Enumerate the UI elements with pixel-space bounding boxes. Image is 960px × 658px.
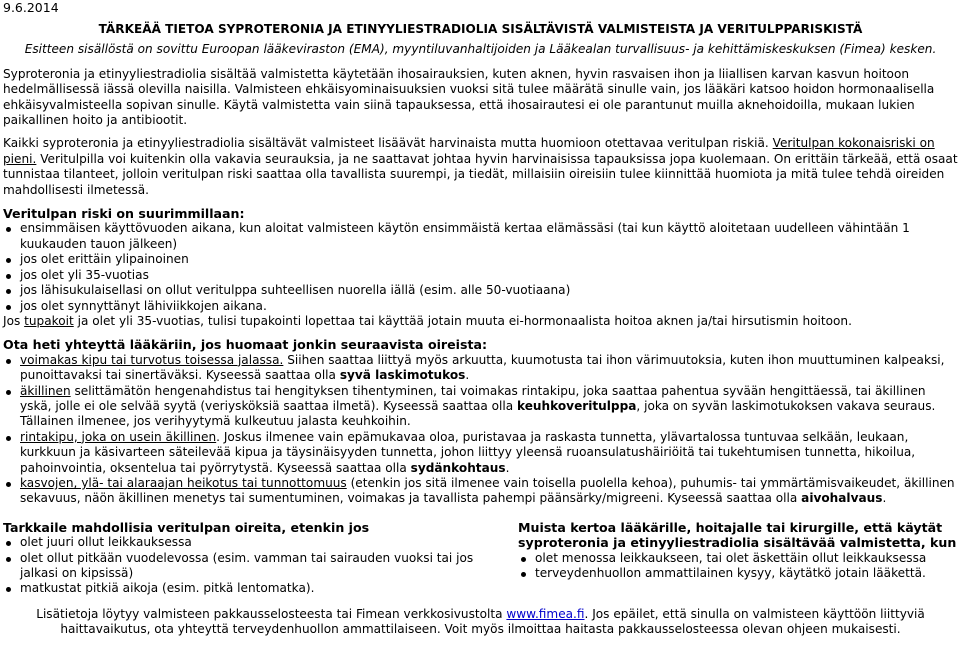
symptom-lead[interactable]: rintakipu, joka on usein äkillinen xyxy=(20,429,217,444)
watch-item: olet ollut pitkään vuodelevossa (esim. vamman tai sairauden vuoksi tai jos jalkasi on kipsissä) xyxy=(3,551,493,582)
smoking-note xyxy=(3,314,958,329)
risk-text-a: Kaikki syproteronia ja etinyyliestradiolia sisältävät valmisteet lisäävät harvinaista mutta huomioon otettavaa veritulpan riskiä. xyxy=(3,136,769,151)
symptom-lead[interactable]: voimakas kipu tai turvotus toisessa jalassa. xyxy=(20,352,284,367)
total-risk-link[interactable]: Veritulpan kokonaisriski on pieni. xyxy=(3,136,935,166)
two-column-section xyxy=(3,520,958,597)
risk-list xyxy=(3,221,958,313)
watch-item: olet juuri ollut leikkauksessa xyxy=(3,535,493,550)
tell-doctor-item: terveydenhuollon ammattilainen kysyy, käytätkö jotain lääkettä. xyxy=(518,566,958,581)
symptom-item xyxy=(3,353,958,384)
symptoms-list xyxy=(3,353,958,507)
smoking-pre: Jos xyxy=(3,313,21,328)
footer-pre: Lisätietoja löytyy valmisteen pakkausselosteesta tai Fimean verkkosivustolta xyxy=(36,606,503,621)
document-title: TÄRKEÄÄ TIETOA SYPROTERONIA JA ETINYYLIESTRADIOLIA SISÄLTÄVISTÄ VALMISTEISTA JA VERITULPPARISKISTÄ xyxy=(98,22,863,36)
watch-symptoms-box xyxy=(3,520,493,597)
symptom-end: . xyxy=(882,491,887,506)
paragraph-usage xyxy=(3,67,958,129)
symptom-item xyxy=(3,384,958,430)
usage-text-a: Syproteronia ja etinyyliestradiolia sisältää valmistetta käytetään ihosairauksien, kuten aknen, hyvin rasvaisen ihon ja liiallisen karvan kasvun hoitoon hedelmällisessä iässä olevilla naisilla. xyxy=(3,66,910,97)
tell-doctor-list xyxy=(518,551,958,582)
risk-text-c: On erittäin tärkeää, että osaat tunnistaa tilanteet, jolloin veritulpan riski saattaa olla tavallista suurempi, ja tiedät, millaisiin oireisiin tulee kiinnittää huomiota ja mitä tulee tehdä oireiden mahdollisesti ilmetessä. xyxy=(3,151,958,197)
leaflet xyxy=(3,22,958,638)
risk-item: ensimmäisen käyttövuoden aikana, kun aloitat valmisteen käytön ensimmäistä kertaa elämässäsi (tai kun käyttö aloitetaan uudelleen vähintään 1 kuukauden tauon jälkeen) xyxy=(3,221,958,252)
symptom-lead[interactable]: äkillinen xyxy=(20,383,71,398)
symptom-item xyxy=(3,430,958,476)
risk-item: jos olet erittäin ylipainoinen xyxy=(3,252,958,267)
symptom-diagnosis: sydänkohtaus xyxy=(410,460,506,475)
symptom-diagnosis: aivohalvaus xyxy=(801,491,883,506)
tell-doctor-box xyxy=(518,520,958,597)
symptom-diagnosis: keuhkoveritulppa xyxy=(517,398,637,413)
tell-doctor-item: olet menossa leikkaukseen, tai olet äskettäin ollut leikkauksessa xyxy=(518,551,958,566)
watch-list xyxy=(3,535,493,597)
usage-text-c: Käytä valmistetta vain siinä tapauksessa, että ihosairautesi ei ole parantunut muilla aknehoidoilla, mukaan lukien paikallinen hoito ja antibiootit. xyxy=(3,97,915,128)
symptom-item xyxy=(3,476,958,507)
footer-info xyxy=(3,607,958,638)
smoking-post: ja olet yli 35-vuotias, tulisi tupakointi lopettaa tai käyttää jotain muuta ei-hormonaalista hoitoa aknen ja/tai hirsutismin hoitoon. xyxy=(77,313,852,328)
symptom-lead[interactable]: kasvojen, ylä- tai alaraajan heikotus tai tunnottomuus xyxy=(20,475,347,490)
footer-post: . Jos epäilet, että sinulla on valmisteen käyttöön liittyviä haittavaikutus, ota yhteyttä terveydenhuollon ammattilaiseen. Voit myös ilmoittaa haitasta pakkausselosteessa olevan ohjeen mukaisesti. xyxy=(60,606,925,637)
watch-heading: Tarkkaile mahdollisia veritulpan oireita, etenkin jos xyxy=(3,519,370,535)
risk-item: jos olet yli 35-vuotias xyxy=(3,268,958,283)
paragraph-risk-overview xyxy=(3,136,958,198)
symptom-diagnosis: syvä laskimotukos xyxy=(339,368,466,383)
symptoms-heading: Ota heti yhteyttä lääkäriin, jos huomaat jonkin seuraavista oireista: xyxy=(3,337,488,353)
usage-text-b: Valmisteen ehkäisyominaisuuksien vuoksi sitä tulee määrätä sinulle vain, jos lääkäri katsoo hoidon hormonaalisella ehkäisyvalmisteella sopivan sinulle. xyxy=(3,82,935,112)
tell-doctor-heading: Muista kertoa lääkärille, hoitajalle tai kirurgille, että käytät syproteronia ja etinyyliestradiolia sisältävää valmistetta, kun xyxy=(518,519,957,551)
intro-text: Esitteen sisällöstä on sovittu Euroopan lääkeviraston (EMA), myyntiluvanhaltijoiden ja Lääkealan turvallisuus- ja kehittämiskeskuksen (Fimea) kesken. xyxy=(24,42,937,57)
document-date: 9.6.2014 xyxy=(3,0,59,15)
risk-heading: Veritulpan riski on suurimmillaan: xyxy=(3,206,245,222)
symptom-end: . xyxy=(505,460,510,475)
risk-text-b: Veritulpilla voi kuitenkin olla vakavia seurauksia, ja ne saattavat johtaa hyvin harvinaisissa tapauksissa jopa kuolemaan. xyxy=(40,151,771,166)
risk-item: jos lähisukulaisellasi on ollut veritulppa suhteellisen nuorella iällä (esim. alle 50-vuotiaana) xyxy=(3,283,958,298)
symptom-text: . Joskus ilmenee vain epämukavaa oloa, puristavaa ja raskasta tunnetta, ylävartalossa tuntuvaa selkään, leukaan, kurkkuun ja käsivarteen säteilevää kipua ja täysinäisyyden tunnetta, johon liittyy yleensä ruoansulatushäiriöitä tai tukehtumisen tunnetta, hikoilua, pahoinvointia, oksentelua tai pyörrytystä. Kyseessä saattaa olla xyxy=(20,429,916,475)
watch-item: matkustat pitkiä aikoja (esim. pitkä lentomatka). xyxy=(3,581,493,596)
risk-item: jos olet synnyttänyt lähiviikkojen aikana. xyxy=(3,299,958,314)
symptom-end: , joka on syvän laskimotukoksen vakava seuraus. Tällainen ilmenee, jos verihyytymä kulkeutuu jalasta keuhkoihin. xyxy=(20,398,936,429)
fimea-website-link[interactable]: www.fimea.fi xyxy=(506,606,585,621)
symptom-text: (etenkin jos sitä ilmenee vain toisella puolella kehoa), puhumis- tai ymmärtämisvaikeudet, äkillinen sekavuus, näön äkillinen menetys tai sumentuminen, voimakas ja tavallista pahempi päänsärky/migreeni. Kyseessä saattaa olla xyxy=(20,475,955,506)
smoking-link[interactable]: tupakoit xyxy=(24,313,74,328)
symptom-text: selittämätön hengenahdistus tai hengityksen tihentyminen, tai voimakas rintakipu, joka saattaa pahentua syvään hengittäessä, tai äkillinen yskä, jolle ei ole selvää syytä (veriysköksiä saattaa ilmetä). Kyseessä saattaa olla xyxy=(20,383,926,413)
symptom-end: . xyxy=(465,368,470,383)
symptom-text: Siihen saattaa liittyä myös arkuutta, kuumotusta tai ihon värimuutoksia, kuten ihon muuttuminen kalpeaksi, punoittavaksi tai sinertäväksi. Kyseessä saattaa olla xyxy=(20,352,945,383)
